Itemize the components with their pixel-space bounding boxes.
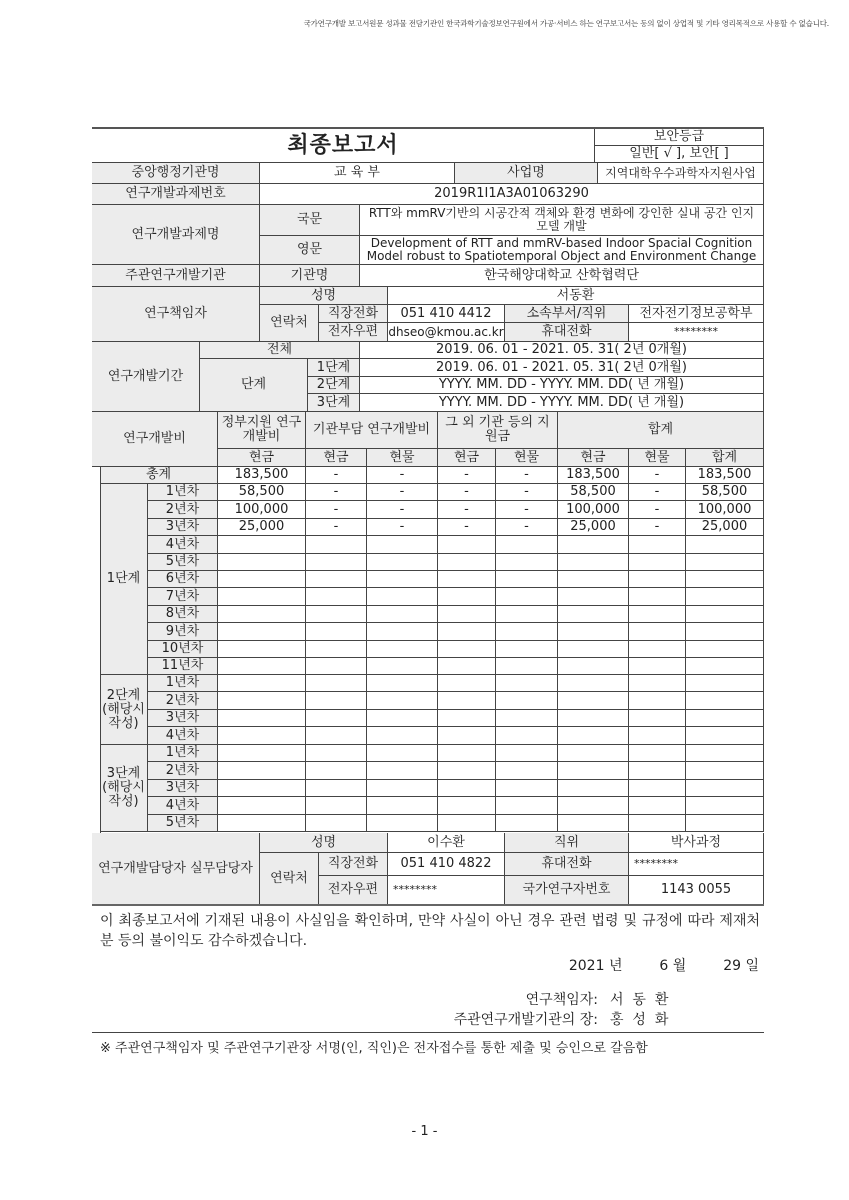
pi-name-value: 서동환: [388, 287, 764, 305]
budget-cell: [306, 571, 367, 588]
budget-total-cell: 183,500: [558, 467, 629, 484]
budget-cell: 58,500: [558, 484, 629, 501]
budget-cell: [496, 815, 558, 832]
date-day-unit: 일: [745, 958, 759, 974]
budget-cell: [306, 745, 367, 762]
budget-year-label: 2년차: [148, 692, 218, 710]
budget-stage2-label: 2단계 (해당시 작성): [100, 675, 148, 745]
org-name-value: 한국해양대학교 산학협력단: [360, 265, 764, 287]
budget-cell: [686, 762, 764, 780]
budget-cell: [686, 727, 764, 745]
budget-stage3-label: 3단계 (해당시 작성): [100, 745, 148, 832]
budget-cell: 25,000: [686, 519, 764, 536]
budget-cell: [367, 745, 438, 762]
signature-name: 홍 성 화: [610, 1012, 669, 1028]
pi-email-label: 전자우편: [319, 323, 388, 342]
budget-cell: [558, 710, 629, 727]
budget-cell: [686, 554, 764, 571]
budget-cell: [218, 727, 306, 745]
table-bottom-border: [92, 904, 764, 906]
budget-cell: [218, 780, 306, 797]
korean-title-value: RTT와 mmRV기반의 시공간적 객체와 환경 변화에 강인한 실내 공간 인지 모델 개발: [360, 205, 764, 236]
budget-year-label: 1년차: [148, 675, 218, 692]
budget-cell: [367, 554, 438, 571]
budget-cell: [629, 623, 686, 641]
budget-cell: [686, 623, 764, 641]
budget-year-label: 5년차: [148, 554, 218, 571]
budget-cell: [629, 658, 686, 675]
budget-cell: [629, 536, 686, 554]
budget-cell: [306, 762, 367, 780]
budget-cell: [686, 675, 764, 692]
english-title-value: Development of RTT and mmRV-based Indoor Spacial Cognition Model robust to Spatiotemporal Object and Environment Change: [360, 236, 764, 265]
signature-role: 주관연구개발기관의 장:: [453, 1012, 598, 1028]
project-no-value: 2019R1I1A3A01063290: [260, 184, 764, 205]
budget-cell: [558, 588, 629, 606]
project-no-label: 연구개발과제번호: [92, 184, 260, 205]
budget-subheader: 현금: [218, 449, 306, 467]
budget-cell: [218, 536, 306, 554]
budget-year-label: 11년차: [148, 658, 218, 675]
staff-label: 연구개발담당자 실무담당자: [92, 833, 260, 905]
signature-block: [400, 990, 720, 1030]
staff-researcher-no-label: 국가연구자번호: [505, 876, 629, 905]
period-stage3-value: YYYY. MM. DD - YYYY. MM. DD( 년 개월): [360, 394, 764, 412]
budget-subheader: 현금: [306, 449, 367, 467]
budget-cell: [218, 641, 306, 658]
pi-office-phone-label: 직장전화: [319, 305, 388, 323]
budget-cell: [306, 692, 367, 710]
budget-cell: [438, 588, 496, 606]
budget-cell: [367, 606, 438, 623]
budget-subheader: 합계: [686, 449, 764, 467]
budget-cell: [496, 675, 558, 692]
budget-cell: [686, 692, 764, 710]
budget-cell: [438, 571, 496, 588]
security-grade-value: 일반[ √ ], 보안[ ]: [595, 146, 764, 163]
budget-cell: [629, 675, 686, 692]
budget-cell: [558, 641, 629, 658]
staff-office-phone-value: 051 410 4822: [388, 853, 505, 876]
date-year-unit: 년: [608, 958, 623, 974]
org-label: 주관연구개발기관: [92, 265, 260, 287]
budget-cell: [496, 623, 558, 641]
security-grade-label: 보안등급: [595, 129, 764, 146]
ministry-value: 교 육 부: [260, 163, 455, 184]
budget-cell: [218, 815, 306, 832]
period-total-value: 2019. 06. 01 - 2021. 05. 31( 2년 0개월): [360, 342, 764, 359]
pi-mobile-value: ********: [629, 323, 764, 342]
org-name-label: 기관명: [260, 265, 360, 287]
budget-cell: [629, 571, 686, 588]
budget-cell: [367, 710, 438, 727]
budget-year-label: 1년차: [148, 745, 218, 762]
budget-cell: [686, 606, 764, 623]
budget-cell: -: [438, 484, 496, 501]
budget-year-label: 2년차: [148, 762, 218, 780]
budget-cell: [306, 727, 367, 745]
budget-cell: -: [629, 501, 686, 519]
budget-cell: -: [306, 484, 367, 501]
budget-subheader: 현금: [438, 449, 496, 467]
budget-cell: [558, 571, 629, 588]
pi-dept-label: 소속부서/직위: [505, 305, 629, 323]
budget-other-header: 그 외 기관 등의 지원금: [438, 412, 558, 449]
budget-cell: [558, 554, 629, 571]
footnote: ※ 주관연구책임자 및 주관연구기관장 서명(인, 직인)은 전자접수를 통한 제출 및 승인으로 갈음함: [100, 1041, 648, 1056]
budget-cell: [438, 797, 496, 815]
budget-cell: [218, 762, 306, 780]
budget-subheader: 현물: [496, 449, 558, 467]
budget-cell: [558, 675, 629, 692]
budget-cell: -: [367, 501, 438, 519]
budget-cell: [496, 658, 558, 675]
budget-cell: [558, 658, 629, 675]
ministry-label: 중앙행정기관명: [92, 163, 260, 184]
budget-cell: [496, 762, 558, 780]
footnote-divider: [92, 1032, 764, 1033]
budget-cell: [438, 658, 496, 675]
budget-cell: -: [629, 484, 686, 501]
budget-cell: -: [306, 501, 367, 519]
budget-total-cell: -: [629, 467, 686, 484]
budget-cell: [306, 554, 367, 571]
budget-subheader: 현물: [367, 449, 438, 467]
budget-cell: [218, 797, 306, 815]
budget-cell: [218, 554, 306, 571]
budget-cell: 25,000: [558, 519, 629, 536]
staff-email-value: ********: [388, 876, 505, 905]
budget-total-cell: -: [306, 467, 367, 484]
budget-cell: [629, 641, 686, 658]
budget-cell: [629, 797, 686, 815]
budget-cell: -: [496, 519, 558, 536]
pi-office-phone-value: 051 410 4412: [388, 305, 505, 323]
budget-cell: [306, 780, 367, 797]
period-stage-label: 단계: [200, 359, 308, 412]
budget-year-label: 3년차: [148, 710, 218, 727]
signature-name: 서 동 환: [610, 992, 669, 1008]
budget-cell: [496, 745, 558, 762]
budget-year-label: 4년차: [148, 797, 218, 815]
staff-mobile-label: 휴대전화: [505, 853, 629, 876]
budget-cell: [558, 727, 629, 745]
budget-subheader: 현금: [558, 449, 629, 467]
budget-cell: [686, 745, 764, 762]
period-stage1-value: 2019. 06. 01 - 2021. 05. 31( 2년 0개월): [360, 359, 764, 377]
staff-position-value: 박사과정: [629, 833, 764, 853]
budget-cell: 25,000: [218, 519, 306, 536]
budget-cell: [218, 658, 306, 675]
signature-role: 연구책임자:: [525, 992, 598, 1008]
date-month-unit: 월: [672, 958, 687, 974]
budget-cell: -: [438, 519, 496, 536]
staff-email-label: 전자우편: [319, 876, 388, 905]
budget-cell: [218, 745, 306, 762]
period-label: 연구개발기간: [92, 342, 200, 412]
budget-cell: [496, 554, 558, 571]
budget-left-border: [100, 467, 101, 833]
pi-dept-value: 전자전기정보공학부: [629, 305, 764, 323]
date-day: 29: [723, 958, 742, 974]
report-date: [569, 955, 759, 975]
budget-cell: [438, 554, 496, 571]
period-stage2-label: 2단계: [308, 377, 360, 394]
budget-cell: [367, 641, 438, 658]
budget-sum-header: 합계: [558, 412, 764, 449]
budget-cell: [306, 606, 367, 623]
program-label: 사업명: [455, 163, 598, 184]
budget-cell: [367, 692, 438, 710]
budget-cell: -: [629, 519, 686, 536]
staff-position-label: 직위: [505, 833, 629, 853]
pi-email-value: dhseo@kmou.ac.kr: [388, 323, 505, 342]
budget-cell: [438, 780, 496, 797]
budget-cell: [558, 762, 629, 780]
budget-cell: [438, 536, 496, 554]
budget-cell: [306, 658, 367, 675]
budget-cell: [629, 554, 686, 571]
budget-cell: [367, 815, 438, 832]
budget-cell: [629, 815, 686, 832]
budget-cell: [496, 571, 558, 588]
budget-cell: [306, 815, 367, 832]
budget-cell: [629, 692, 686, 710]
pi-mobile-label: 휴대전화: [505, 323, 629, 342]
budget-year-label: 9년차: [148, 623, 218, 641]
budget-cell: [558, 780, 629, 797]
budget-year-label: 6년차: [148, 571, 218, 588]
budget-cell: [496, 588, 558, 606]
budget-cell: [496, 536, 558, 554]
period-total-label: 전체: [200, 342, 360, 359]
budget-cell: [629, 727, 686, 745]
budget-cell: [629, 762, 686, 780]
budget-gov-header: 정부지원 연구개발비: [218, 412, 306, 449]
pi-name-label: 성명: [260, 287, 388, 305]
budget-cell: 100,000: [686, 501, 764, 519]
budget-cell: [496, 727, 558, 745]
budget-cell: [496, 797, 558, 815]
page-number: - 1 -: [411, 1124, 438, 1139]
period-stage2-value: YYYY. MM. DD - YYYY. MM. DD( 년 개월): [360, 377, 764, 394]
budget-cell: [686, 536, 764, 554]
budget-cell: [438, 815, 496, 832]
budget-cell: [367, 623, 438, 641]
budget-cell: -: [367, 484, 438, 501]
budget-cell: [367, 780, 438, 797]
budget-cell: [629, 588, 686, 606]
date-month: 6: [659, 958, 669, 974]
budget-cell: [367, 797, 438, 815]
period-stage1-label: 1단계: [308, 359, 360, 377]
budget-cell: [438, 675, 496, 692]
budget-year-label: 3년차: [148, 780, 218, 797]
budget-cell: [558, 606, 629, 623]
budget-cell: -: [438, 501, 496, 519]
copyright-notice: 국가연구개발 보고서원문 성과물 전담기관인 한국과학기술정보연구원에서 가공·서비스 하는 연구보고서는 동의 없이 상업적 및 기타 영리목적으로 사용할 수 없습니다.: [303, 19, 829, 28]
project-title-label: 연구개발과제명: [92, 205, 260, 265]
budget-cell: [218, 571, 306, 588]
budget-cell: [218, 606, 306, 623]
budget-cell: [629, 780, 686, 797]
budget-total-cell: 183,500: [218, 467, 306, 484]
budget-stage1-label: 1단계: [100, 484, 148, 675]
pi-label: 연구책임자: [92, 287, 260, 342]
pi-contact-label: 연락처: [260, 305, 319, 342]
staff-contact-label: 연락처: [260, 853, 319, 905]
signature-pi: [400, 990, 720, 1010]
budget-cell: [438, 641, 496, 658]
budget-cell: 58,500: [686, 484, 764, 501]
budget-cell: [558, 692, 629, 710]
budget-cell: [438, 762, 496, 780]
budget-cell: [367, 536, 438, 554]
budget-cell: [558, 623, 629, 641]
program-value: 지역대학우수과학자지원사업: [598, 163, 764, 184]
budget-year-label: 4년차: [148, 727, 218, 745]
budget-cell: [218, 692, 306, 710]
budget-year-label: 10년차: [148, 641, 218, 658]
budget-cell: [496, 710, 558, 727]
budget-cell: [438, 606, 496, 623]
budget-cell: [496, 641, 558, 658]
budget-cell: [496, 606, 558, 623]
budget-year-label: 4년차: [148, 536, 218, 554]
staff-office-phone-label: 직장전화: [319, 853, 388, 876]
budget-total-cell: -: [496, 467, 558, 484]
budget-cell: [629, 710, 686, 727]
budget-cell: [306, 536, 367, 554]
budget-cell: [496, 692, 558, 710]
budget-total-cell: 183,500: [686, 467, 764, 484]
budget-cell: 100,000: [218, 501, 306, 519]
signature-head: [400, 1010, 720, 1030]
budget-cell: -: [496, 501, 558, 519]
budget-cell: [686, 658, 764, 675]
budget-cell: [367, 762, 438, 780]
budget-cell: [686, 815, 764, 832]
budget-cell: [686, 641, 764, 658]
budget-year-label: 2년차: [148, 501, 218, 519]
budget-cell: [306, 641, 367, 658]
budget-total-label: 총계: [100, 467, 218, 484]
budget-cell: [306, 675, 367, 692]
budget-cell: [438, 692, 496, 710]
budget-cell: [438, 623, 496, 641]
budget-cell: 58,500: [218, 484, 306, 501]
budget-cell: [218, 710, 306, 727]
budget-cell: [306, 710, 367, 727]
date-year: 2021: [568, 958, 605, 974]
budget-cell: 100,000: [558, 501, 629, 519]
budget-cell: [367, 658, 438, 675]
budget-cell: [686, 571, 764, 588]
budget-year-label: 8년차: [148, 606, 218, 623]
budget-cell: [367, 675, 438, 692]
budget-subheader: 현물: [629, 449, 686, 467]
budget-cell: [686, 710, 764, 727]
english-title-label: 영문: [260, 236, 360, 265]
budget-cell: [686, 780, 764, 797]
budget-year-label: 5년차: [148, 815, 218, 832]
korean-title-label: 국문: [260, 205, 360, 236]
budget-label: 연구개발비: [92, 412, 218, 467]
budget-cell: [438, 745, 496, 762]
budget-cell: [496, 780, 558, 797]
staff-name-value: 이수환: [388, 833, 505, 853]
budget-inst-header: 기관부담 연구개발비: [306, 412, 438, 449]
budget-cell: -: [367, 519, 438, 536]
budget-cell: [306, 588, 367, 606]
staff-name-label: 성명: [260, 833, 388, 853]
staff-mobile-value: ********: [629, 853, 764, 876]
budget-cell: [438, 727, 496, 745]
budget-cell: [558, 745, 629, 762]
report-title: 최종보고서: [92, 129, 595, 163]
budget-year-label: 1년차: [148, 484, 218, 501]
budget-cell: [686, 588, 764, 606]
budget-cell: [367, 588, 438, 606]
budget-cell: [367, 727, 438, 745]
budget-cell: -: [306, 519, 367, 536]
budget-total-cell: -: [438, 467, 496, 484]
budget-cell: [218, 623, 306, 641]
budget-cell: [218, 588, 306, 606]
budget-cell: [629, 745, 686, 762]
budget-cell: [558, 815, 629, 832]
budget-cell: [306, 797, 367, 815]
budget-cell: [438, 710, 496, 727]
budget-year-label: 7년차: [148, 588, 218, 606]
budget-cell: [218, 675, 306, 692]
budget-cell: [306, 623, 367, 641]
budget-cell: [629, 606, 686, 623]
period-stage3-label: 3단계: [308, 394, 360, 412]
budget-cell: [367, 571, 438, 588]
budget-cell: -: [496, 484, 558, 501]
budget-cell: [686, 797, 764, 815]
budget-cell: [558, 797, 629, 815]
staff-researcher-no-value: 1143 0055: [629, 876, 764, 905]
budget-cell: [558, 536, 629, 554]
budget-total-cell: -: [367, 467, 438, 484]
budget-year-label: 3년차: [148, 519, 218, 536]
confirmation-statement: 이 최종보고서에 기재된 내용이 사실임을 확인하며, 만약 사실이 아닌 경우 관련 법령 및 규정에 따라 제재처분 등의 불이익도 감수하겠습니다.: [100, 913, 760, 949]
